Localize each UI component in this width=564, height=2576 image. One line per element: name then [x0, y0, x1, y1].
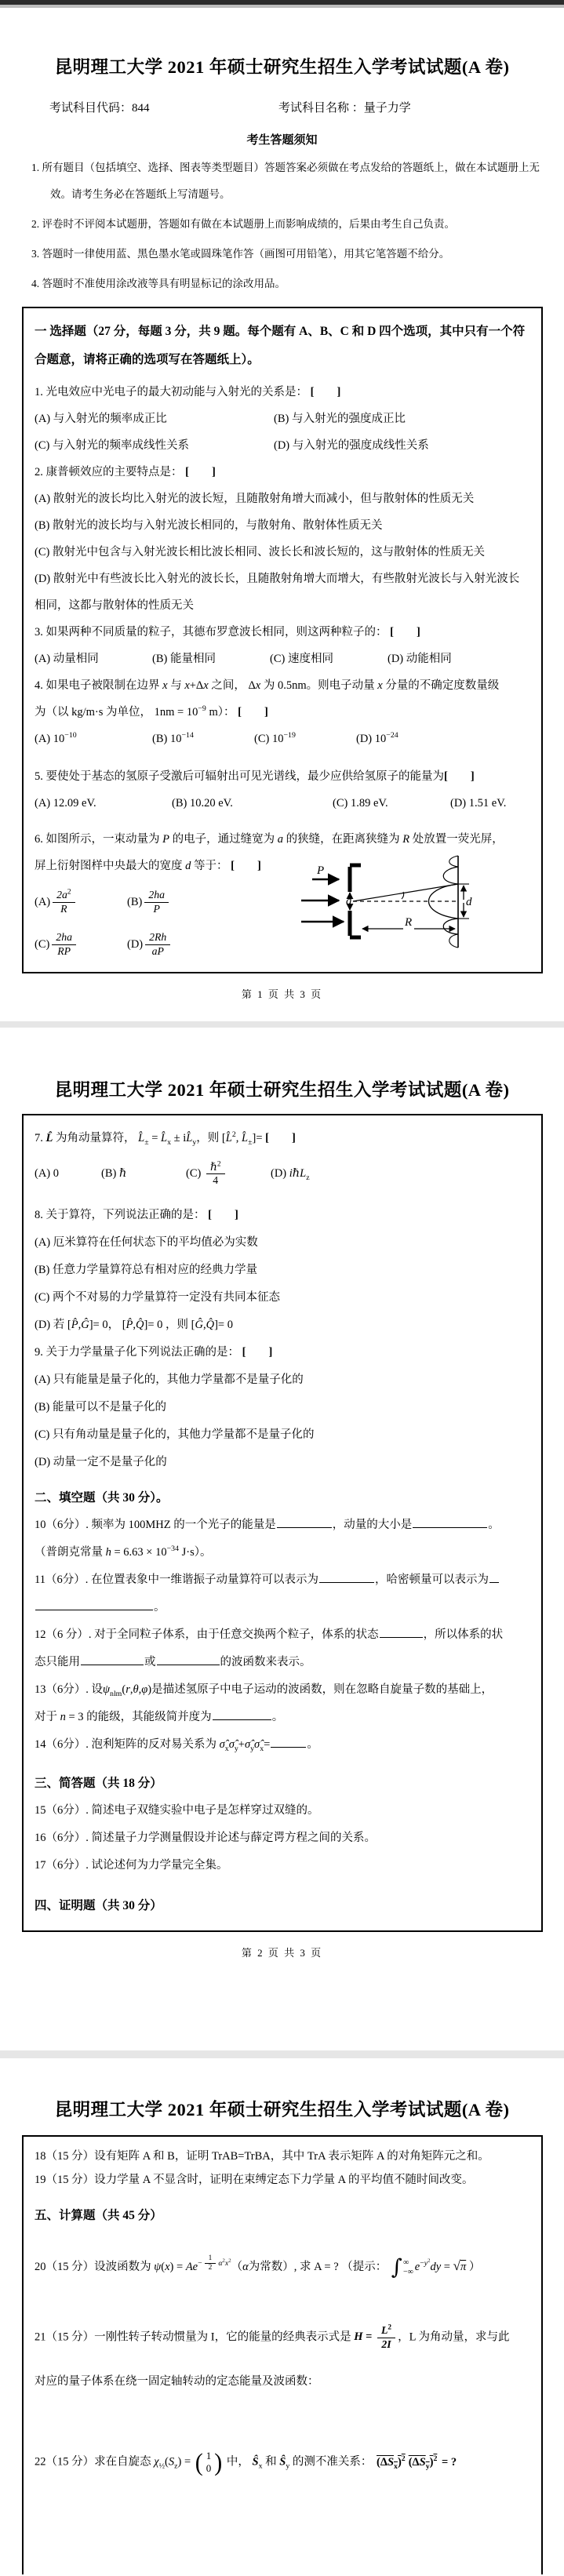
momentum-label: P	[317, 864, 325, 877]
question-16: 16（6分）. 简述量子力学测量假设并论述与薛定谔方程之间的关系。	[35, 1832, 376, 1844]
option-item: (D) 动量一定不是量子化的	[35, 1456, 167, 1468]
option-item: (B) 散射光的波长均与入射光波长相同的，与散射角、散射体性质无关	[35, 519, 383, 532]
bold-text: [ ]	[208, 1209, 238, 1221]
notice-item: 3. 答题时一律使用蓝、黑色墨水笔或圆珠笔作答（画图可用铅笔），用其它笔答题不给分。	[31, 248, 450, 260]
math-italic: Ĝ	[195, 1319, 203, 1331]
math-italic: S	[387, 2455, 395, 2469]
math-italic: Q̂	[206, 1319, 215, 1331]
math-italic: Ŝ	[252, 2455, 259, 2469]
proof-section-heading: 四、证明题（共 30 分）	[35, 1899, 162, 1912]
page-title: 昆明理工大学 2021 年硕士研究生招生入学考试试题(A 卷)	[54, 2100, 510, 2119]
option-item: (A) $\frac{2a^2}{R}$	[35, 889, 127, 915]
exam-page-3	[0, 2096, 564, 2576]
subscript: y	[192, 1137, 197, 1147]
notice-item: 1. 所有题目（包括填空、选择、图表等类型题目）答题答案必须做在考点发给的答题纸上，做在本试题册上无效。请考生务必在答题纸上写清题号。	[31, 162, 540, 200]
page-title: 昆明理工大学 2021 年硕士研究生招生入学考试试题(A 卷)	[54, 1080, 510, 1100]
secondary-lobe	[449, 856, 458, 867]
option-item: (A) 与入射光的频率成正比	[35, 413, 167, 425]
text-line: 屏上衍射图样中央最大的宽度 d 等于： [ ]	[35, 860, 261, 872]
math-italic: Ĝ	[81, 1319, 89, 1331]
math-italic: RP	[57, 944, 71, 957]
math-italic: ℏ	[118, 1167, 127, 1180]
options-row	[35, 726, 529, 752]
math-italic: θ	[133, 1683, 139, 1696]
option-item: (D) 与入射光的强度成线性关系	[274, 439, 429, 452]
math-italic: P̂	[71, 1319, 78, 1331]
option-item: (A) 只有能量是量子化的，其他力学量都不是量子化的	[35, 1374, 304, 1386]
subscript: x	[167, 1137, 172, 1147]
screen-distance-label: R	[405, 916, 413, 929]
question-11: 11（6分）. 在位置表象中一维谐振子动量算符可以表示为 ，哈密顿量可以表示为	[35, 1566, 529, 1594]
option-item: (B) 任意力学量算符总有相对应的经典力学量	[35, 1264, 257, 1276]
bold-text	[253, 2456, 259, 2469]
option-item: (A) 0	[35, 1167, 60, 1180]
option-item: (C) $10^{-19}$	[254, 731, 296, 745]
superscript: −14	[181, 731, 194, 740]
subscript: ½	[158, 2461, 166, 2471]
question-5: 5. 要使处于基态的氢原子受激后可辐射出可见光谱线，最少应供给氢原子的能量为[ ]	[35, 770, 475, 783]
subscript: y	[286, 2461, 290, 2471]
options-row	[35, 790, 529, 817]
math-italic: L̂	[45, 1132, 53, 1144]
math-italic: φ	[141, 1683, 148, 1696]
text-line: 态只能用 或 的波函数来表示。	[35, 1649, 529, 1676]
math-italic: x	[165, 2261, 170, 2273]
bold-text: [ ]	[242, 1346, 273, 1359]
math-italic: n	[60, 1711, 66, 1723]
math-italic: α	[218, 2259, 223, 2269]
option-item: (B) ℏ	[101, 1167, 127, 1180]
secondary-lobe	[443, 919, 458, 934]
bold-text: $(\Delta S_x)^2$ $(\Delta S_y)^2$ = ?	[377, 2454, 457, 2471]
math-italic: iℏL	[289, 1167, 307, 1180]
math-italic: x	[255, 679, 261, 692]
math-italic: aP	[151, 944, 164, 957]
math-italic: σ̂	[244, 1738, 251, 1751]
option-item: (A) 厄米算符在任何状态下的平均值必为实数	[35, 1236, 258, 1249]
option-item: (B) 与入射光的强度成正比	[274, 413, 406, 425]
math-italic: L̂	[138, 1132, 145, 1144]
math-fraction	[52, 931, 76, 958]
subject-name: 考试科目名称 ：量子力学	[278, 102, 411, 115]
answer-blank	[277, 1516, 332, 1528]
short-answer-section-heading: 三、简答题（共 18 分）	[35, 1777, 162, 1790]
question-13: 13（6分）. 设$\psi_{nlm}(r,\theta,\varphi)$是描述氢原子中电子运动的波函数，则在忽略自旋量子数的基础上，	[35, 1683, 493, 1698]
question-9: 9. 关于力学量量子化下列说法正确的是： [ ]	[35, 1346, 273, 1359]
calculation-section-heading: 五、计算题（共 45 分）	[35, 2209, 162, 2222]
bold-text: [ ]	[310, 386, 341, 398]
subscript: y	[425, 2461, 430, 2471]
question-2: 2. 康普顿效应的主要特点是： [ ]	[35, 466, 216, 478]
math-italic: y	[424, 2259, 428, 2269]
math-italic: σ̂	[219, 1738, 225, 1751]
questions-box	[22, 307, 543, 973]
exam-page-1	[0, 53, 564, 1021]
math-italic: x	[224, 2259, 229, 2269]
question-10: 10（6分）. 频率为 100MHZ 的一个光子的能量是 ，动量的大小是 。	[35, 1512, 529, 1539]
math-italic: x	[377, 679, 383, 692]
math-italic: R	[402, 833, 410, 846]
superscript: 2	[231, 1130, 236, 1140]
bold-text: [ ]	[185, 466, 216, 478]
question-22: 22（15 分）求在自旋态 $\chi_{\frac{1}{2}}(S_z)$ = ( 1 0 ) 中， $Ŝ_x$ 和 $Ŝ_y$ 的测不准关系： $(\Delta S_x)^2$ $(\Delta S_y)^2$ = ?	[35, 2448, 457, 2476]
math-fraction	[53, 889, 75, 915]
page-separator	[0, 2050, 564, 2058]
superscript: −24	[386, 731, 398, 740]
superscript: −9	[198, 704, 206, 714]
answer-blank	[213, 1708, 271, 1720]
text-line: 对于 n = 3 的能级，其能级简并度为 。	[35, 1704, 529, 1731]
option-item: (B) $10^{-14}$	[152, 731, 194, 745]
subscript: x	[260, 1744, 264, 1753]
options-row	[35, 432, 529, 459]
answer-blank	[81, 1654, 144, 1665]
page-title: 昆明理工大学 2021 年硕士研究生招生入学考试试题(A 卷)	[54, 57, 510, 77]
math-italic: x	[162, 679, 168, 692]
superscript: −10	[64, 731, 77, 740]
notice-item: 4. 答题时不准使用涂改液等具有明显标记的涂改用品。	[31, 278, 286, 289]
options-row	[35, 406, 529, 432]
superscript: −34	[166, 1545, 180, 1554]
bold-text: [ ]	[390, 626, 420, 639]
option-item: (A) 12.09 eV.	[35, 797, 96, 810]
subscript: ±	[144, 1137, 149, 1147]
question-7: 7. L̂ 为角动量算符， $L̂_\pm$ = $L̂_x$ ± $iL̂_y$，则 [L̂$^2$, $L̂_\pm]=$ [ ]	[35, 1130, 296, 1147]
text-line: 为（以 kg/m·s 为单位， $1nm = 10^{-9}$ m）： [ ]	[35, 704, 268, 719]
math-italic: d	[185, 860, 191, 872]
subscript: ±	[248, 1137, 253, 1147]
subscript: y	[250, 1744, 255, 1753]
subject-meta	[49, 99, 548, 115]
overline-expression: $(\Delta S_y)^2$	[408, 2454, 438, 2471]
superscript: 2	[428, 2258, 431, 2264]
subscript: x	[394, 2461, 398, 2471]
option-item: (A) 散射光的波长均比入射光的波长短，且随散射角增大而减小，但与散射体的性质无关	[35, 493, 475, 505]
text-line: （普朗克常量 $h = 6.63 \times 10^{-34}$ J·s）。	[35, 1545, 212, 1559]
math-italic: H	[354, 2330, 363, 2344]
math-fraction: $\frac{\hbar^2}{4}$	[206, 1161, 225, 1188]
single-slit-diffraction-figure	[295, 853, 522, 951]
math-italic: L	[381, 2324, 388, 2336]
math-italic: ℏ	[209, 1160, 217, 1173]
answer-blank	[157, 1654, 220, 1665]
superscript: 2	[217, 1160, 221, 1169]
superscript: 2	[388, 2323, 392, 2332]
question-14: 14（6分）. 泡利矩阵的反对易关系为 $\sigmâ_x\sigmâ_y+\sigmâ_y\sigmâ_x=$ 。	[35, 1731, 529, 1759]
subscript: x	[224, 1744, 229, 1753]
text-line: 对应的量子体系在绕一固定轴转动的定态能量及波函数：	[35, 2375, 319, 2389]
math-italic: h	[105, 1546, 111, 1559]
subscript: x	[258, 2461, 263, 2471]
choice-section-heading: 一 选择题（27 分，每题 3 分，共 9 题。每个题有 A、B、C 和 D 四个选项，其中只有一个符合题意，请将正确的选项写在答题纸上）。	[35, 325, 526, 366]
bold-text: [ ]	[231, 860, 261, 872]
math-italic: S	[419, 2455, 426, 2469]
page-separator	[0, 1021, 564, 1028]
option-item: (D) 动能相同	[388, 653, 452, 665]
option-item: (B) 能量可以不是量子化的	[35, 1401, 166, 1414]
overline-expression: $(\Delta S_x)^2$	[377, 2454, 406, 2471]
questions-box	[22, 2135, 543, 2574]
option-item: (D) iℏL$_z$	[271, 1167, 310, 1182]
subject-code: 考试科目代码：844	[49, 102, 150, 115]
exam-page-2	[0, 1076, 564, 2050]
superscript: 2	[222, 2258, 225, 2264]
notice-item: 2. 评卷时不评阅本试题册，答题如有做在本试题册上而影响成绩的，后果由考生自己负责。	[31, 218, 455, 230]
notice-list	[31, 155, 542, 297]
math-fraction	[144, 889, 169, 915]
superscript: − 1 2 α2x2	[198, 2254, 231, 2272]
options-row	[35, 1160, 529, 1188]
math-italic: r	[126, 1683, 130, 1696]
answer-blank	[35, 1599, 153, 1610]
slit-width-label: a	[346, 895, 352, 908]
bold-text: [ ]	[238, 706, 268, 719]
math-italic: x	[203, 679, 209, 692]
secondary-lobe	[449, 934, 458, 948]
question-1: 1. 光电效应中光电子的最大初动能与入射光的关系是： [ ]	[35, 386, 341, 398]
diffraction-figure	[295, 853, 529, 951]
math-italic: 2Rh	[149, 931, 167, 944]
math-italic: Q̂	[136, 1319, 144, 1331]
options-row	[35, 646, 529, 672]
math-italic: P	[153, 902, 160, 915]
fill-blank-section-heading: 二、填空题（共 30 分）。	[35, 1491, 169, 1504]
math-italic: x	[184, 679, 190, 692]
math-italic: 2ha	[148, 889, 165, 901]
answer-blank	[489, 1571, 499, 1583]
bold-text: H = $\frac{L^2}{2I}$	[354, 2330, 398, 2343]
subscript: z	[306, 1173, 310, 1182]
option-item: (A) 动量相同	[35, 653, 99, 665]
option-item: (C) 两个不对易的力学量算符一定没有共同本征态	[35, 1291, 280, 1304]
question-4: 4. 如果电子被限制在边界 x 与 x+Δx 之间， Δx 为 0.5nm。则电子动量 x 分量的不确定度数量级	[35, 679, 500, 692]
subscript: y	[234, 1744, 238, 1753]
superscript: 2	[228, 2258, 231, 2264]
math-italic: 2a	[56, 889, 67, 901]
secondary-lobe	[443, 867, 458, 884]
option-item: (C) $\frac{\hbar^2}{4}$	[186, 1160, 271, 1188]
option-item: (D) $10^{-24}$	[356, 731, 398, 745]
math-italic: L̂	[186, 1132, 193, 1144]
math-italic: σ̂	[254, 1738, 260, 1751]
questions-box	[22, 1114, 543, 1932]
sqrt-expression: √π	[453, 2258, 467, 2273]
answer-blank	[413, 1516, 487, 1528]
option-item: (B) 10.20 eV.	[172, 797, 233, 810]
math-italic: χ	[154, 2455, 159, 2469]
math-italic: 2I	[381, 2338, 391, 2350]
option-item: (D) 1.51 eV.	[450, 797, 507, 810]
math-italic: L̂	[161, 1132, 168, 1144]
superscript: −y2	[420, 2258, 431, 2269]
math-italic: ψ	[154, 2261, 162, 2273]
math-italic: dy	[430, 2261, 442, 2273]
math-italic: α	[242, 2261, 249, 2273]
subscript: z	[174, 2461, 178, 2471]
bold-text: [ ]	[265, 1132, 296, 1144]
question-3: 3. 如果两种不同质量的粒子，其德布罗意波长相同，则这两种粒子的： [ ]	[35, 626, 420, 639]
math-italic: R	[60, 902, 67, 915]
option-item: (D) 散射光中有些波长比入射光的波长长，且随散射角增大而增大，有些散射光波长与入射光波长相同，这都与散射体的性质无关	[35, 573, 520, 612]
superscript: 2	[67, 888, 71, 897]
superscript: 2	[401, 2454, 406, 2463]
integral-symbol: ∫ ∞ −∞	[391, 2254, 413, 2279]
question-6: 6. 如图所示，一束动量为 P 的电子，通过缝宽为 a 的狭缝，在距离狭缝为 R 处放置一荧光屏，	[35, 833, 504, 846]
option-item: (C) 1.89 eV.	[333, 797, 388, 810]
central-width-label: d	[466, 896, 472, 908]
option-item: (B) $\frac{2ha}{P}$	[127, 889, 245, 915]
math-italic: S	[168, 2455, 175, 2469]
option-item: (A) $10^{-10}$	[35, 731, 77, 745]
question-options	[35, 889, 270, 958]
option-item: (C) 只有角动量是量子化的，其他力学量都不是量子化的	[35, 1428, 315, 1441]
math-fraction	[377, 2324, 395, 2351]
notice-title: 考生答题须知	[246, 134, 318, 147]
math-italic: ψ	[103, 1683, 111, 1696]
question-8: 8. 关于算符，下列说法正确的是： [ ]	[35, 1209, 238, 1221]
option-item: (C) 散射光中包含与入射光波长相比波长相同、波长长和波长短的，这与散射体的性质无关	[35, 546, 485, 558]
math-italic: 2ha	[56, 931, 72, 944]
bold-text	[46, 1132, 53, 1144]
top-chrome-band	[0, 0, 564, 8]
subscript: nlm	[110, 1689, 122, 1698]
option-item: (B) 能量相同	[152, 653, 216, 665]
math-italic: L̂	[242, 1132, 249, 1144]
option-item: (D) $\frac{2Rh}{aP}$	[127, 931, 245, 958]
question-18: 18（15 分）设有矩阵 A 和 B，证明 TrAB=TrBA，其中 TrA 表示矩阵 A 的对角矩阵元之和。	[35, 2150, 489, 2163]
math-italic: Ae	[185, 2261, 198, 2273]
column-vector: ( 1 0 )	[195, 2448, 223, 2476]
option-item: (C) $\frac{2ha}{RP}$	[35, 931, 127, 958]
math-fraction: $\frac{1}{2}$	[205, 2254, 217, 2272]
answer-blank	[271, 1736, 306, 1748]
superscript: 2	[433, 2454, 438, 2463]
page-footer: 第 1 页 共 3 页	[241, 988, 323, 1001]
option-item: (C) 与入射光的频率成线性关系	[35, 439, 189, 452]
first-minimum-ray-line	[353, 884, 458, 901]
math-italic: Ŝ	[279, 2455, 286, 2469]
question-20: 20（15 分）设波函数为 $\psi(x) = Ae^{- \frac{1}{2} \alpha^2x^2}(\alpha$为常数）, 求 A = ? （提示： ∫ ∞ −∞ $e^{-y^2}dy = √\pi$ ）	[35, 2254, 481, 2279]
bold-text: [ ]	[444, 770, 475, 783]
answer-blank	[380, 1626, 423, 1638]
math-italic: P	[162, 833, 169, 846]
question-17: 17（6分）. 试论述何为力学量完全集。	[35, 1859, 228, 1872]
text-line: 。	[35, 1594, 529, 1621]
superscript: −19	[283, 731, 296, 740]
answer-blank	[319, 1571, 374, 1583]
math-italic: e	[414, 2261, 420, 2273]
option-item: (C) 速度相同	[270, 653, 333, 665]
question-19: 19（15 分）设力学量 A 不显含时，证明在束缚定态下力学量 A 的平均值不随时间改变。	[35, 2174, 474, 2186]
question-15: 15（6分）. 简述电子双缝实验中电子是怎样穿过双缝的。	[35, 1804, 319, 1817]
math-fraction	[145, 931, 170, 958]
question-12: 12（6 分）. 对于全同粒子体系，由于任意交换两个粒子，体系的状态 ，所以体系的状	[35, 1621, 529, 1649]
page-footer: 第 2 页 共 3 页	[241, 1947, 323, 1959]
math-italic: σ̂	[228, 1738, 235, 1751]
math-italic: P̂	[126, 1319, 133, 1331]
question-21: 21（15 分）一刚性转子转动惯量为 I，它的能量的经典表示式是 H = $\frac{L^2}{2I}$ ，L 为角动量，求与此	[35, 2323, 510, 2350]
option-item: (D) 若 [P̂,Ĝ]= 0， [P̂,Q̂]= 0 ，则 [Ĝ,Q̂]= 0	[35, 1319, 233, 1331]
math-italic: a	[277, 833, 283, 846]
math-italic: L̂	[225, 1132, 232, 1144]
